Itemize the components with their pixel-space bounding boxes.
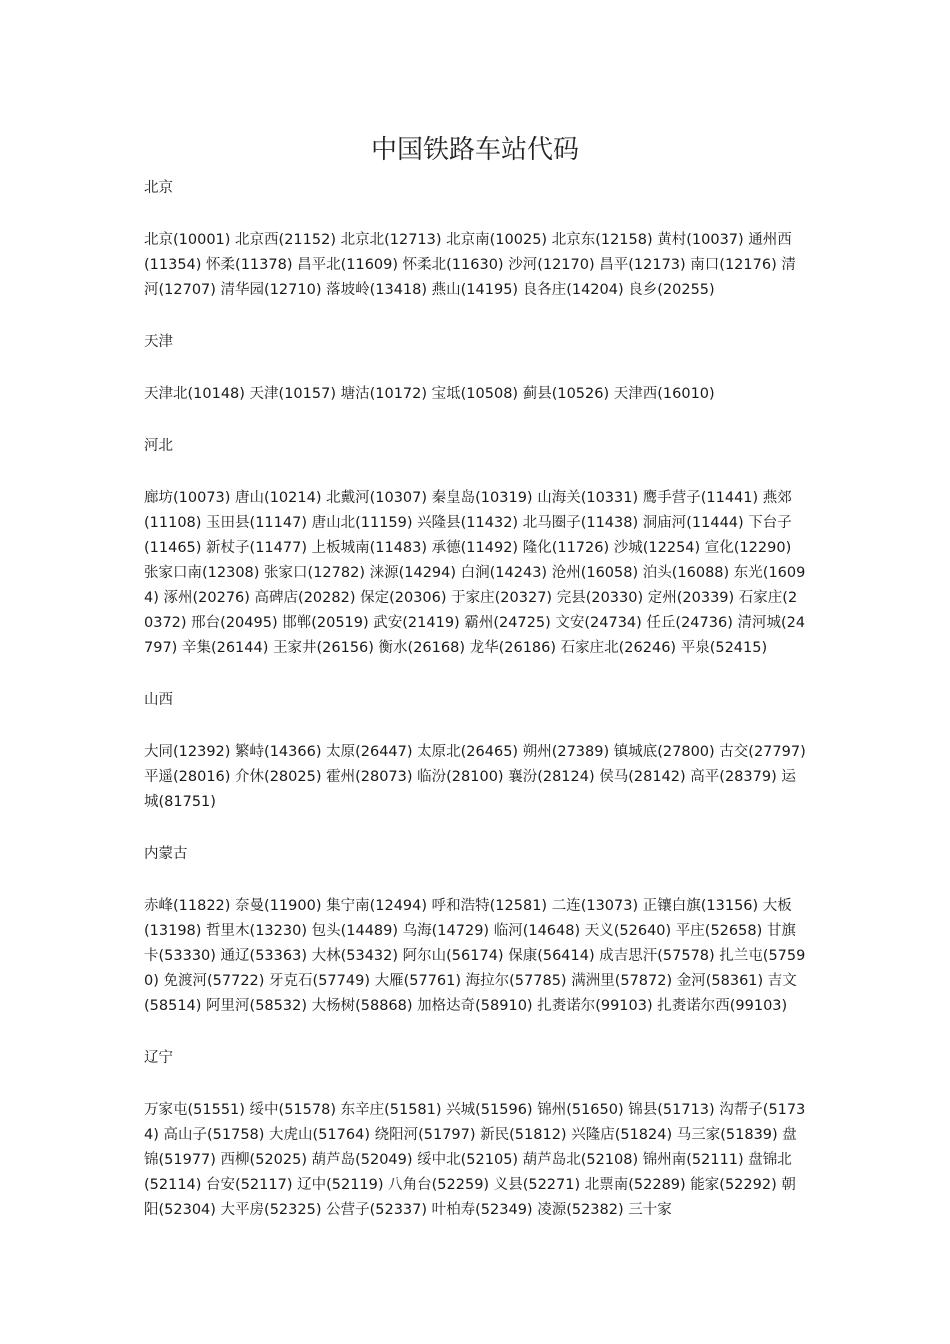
section-heading: 河北 <box>144 438 173 454</box>
section-heading: 内蒙古 <box>144 846 188 862</box>
station-list: 天津北(10148) 天津(10157) 塘沽(10172) 宝坻(10508) 蓟县(10526) 天津西(16010) <box>144 386 715 402</box>
document-content <box>144 176 806 1250</box>
section-neimenggu <box>144 842 806 1019</box>
station-list: 廊坊(10073) 唐山(10214) 北戴河(10307) 秦皇岛(10319) 山海关(10331) 鹰手营子(11441) 燕郊(11108) 玉田县(11147) 唐山北(11159) 兴隆县(11432) 北马圈子(11438) 洞庙河(11444) 下台子(11465) 新杖子(11477) 上板城南(11483) 承德(11492) 隆化(11726) 沙城(12254) 宣化(12290) 张家口南(12308) 张家口(12782) 涞源(14294) 白涧(14243) 沧州(16058) 泊头(16088) 东光(16094) 涿州(20276) 高碑店(20282) 保定(20306) 于家庄(20327) 完县(20330) 定州(20339) 石家庄(20372) 邢台(20495) 邯郸(20519) 武安(21419) 霸州(24725) 文安(24734) 任丘(24736) 清河城(24797) 辛集(26144) 王家井(26156) 衡水(26168) 龙华(26186) 石家庄北(26246) 平泉(52415) <box>144 490 806 656</box>
section-heading: 山西 <box>144 692 173 708</box>
station-list: 赤峰(11822) 奈曼(11900) 集宁南(12494) 呼和浩特(12581) 二连(13073) 正镶白旗(13156) 大板(13198) 哲里木(13230) 包头(14489) 乌海(14729) 临河(14648) 天义(52640) 平庄(52658) 甘旗卡(53330) 通辽(53363) 大林(53432) 阿尔山(56174) 保康(56414) 成吉思汗(57578) 扎兰屯(57590) 免渡河(57722) 牙克石(57749) 大雁(57761) 海拉尔(57785) 满洲里(57872) 金河(58361) 吉文(58514) 阿里河(58532) 大杨树(58868) 加格达奇(58910) 扎赉诺尔(99103) 扎赉诺尔西(99103) <box>144 898 806 1014</box>
document-title: 中国铁路车站代码 <box>370 135 579 165</box>
section-shanxi <box>144 688 806 815</box>
station-list: 北京(10001) 北京西(21152) 北京北(12713) 北京南(10025) 北京东(12158) 黄村(10037) 通州西(11354) 怀柔(11378) 昌平北(11609) 怀柔北(11630) 沙河(12170) 昌平(12173) 南口(12176) 清河(12707) 清华园(12710) 落坡岭(13418) 燕山(14195) 良各庄(14204) 良乡(20255) <box>144 232 796 298</box>
station-list: 大同(12392) 繁峙(14366) 太原(26447) 太原北(26465) 朔州(27389) 镇城底(27800) 古交(27797) 平遥(28016) 介休(28025) 霍州(28073) 临汾(28100) 襄汾(28124) 侯马(28142) 高平(28379) 运城(81751) <box>144 744 806 810</box>
section-beijing <box>144 176 806 303</box>
station-list: 万家屯(51551) 绥中(51578) 东辛庄(51581) 兴城(51596) 锦州(51650) 锦县(51713) 沟帮子(51734) 高山子(51758) 大虎山(51764) 绕阳河(51797) 新民(51812) 兴隆店(51824) 马三家(51839) 盘锦(51977) 西柳(52025) 葫芦岛(52049) 绥中北(52105) 葫芦岛北(52108) 锦州南(52111) 盘锦北(52114) 台安(52117) 辽中(52119) 八角台(52259) 义县(52271) 北票南(52289) 能家(52292) 朝阳(52304) 大平房(52325) 公营子(52337) 叶柏寿(52349) 凌源(52382) 三十家 <box>144 1102 806 1218</box>
section-heading: 天津 <box>144 334 173 350</box>
section-heading: 北京 <box>144 180 173 196</box>
section-hebei <box>144 434 806 661</box>
section-tianjin <box>144 330 806 407</box>
section-liaoning <box>144 1046 806 1223</box>
section-heading: 辽宁 <box>144 1050 173 1066</box>
